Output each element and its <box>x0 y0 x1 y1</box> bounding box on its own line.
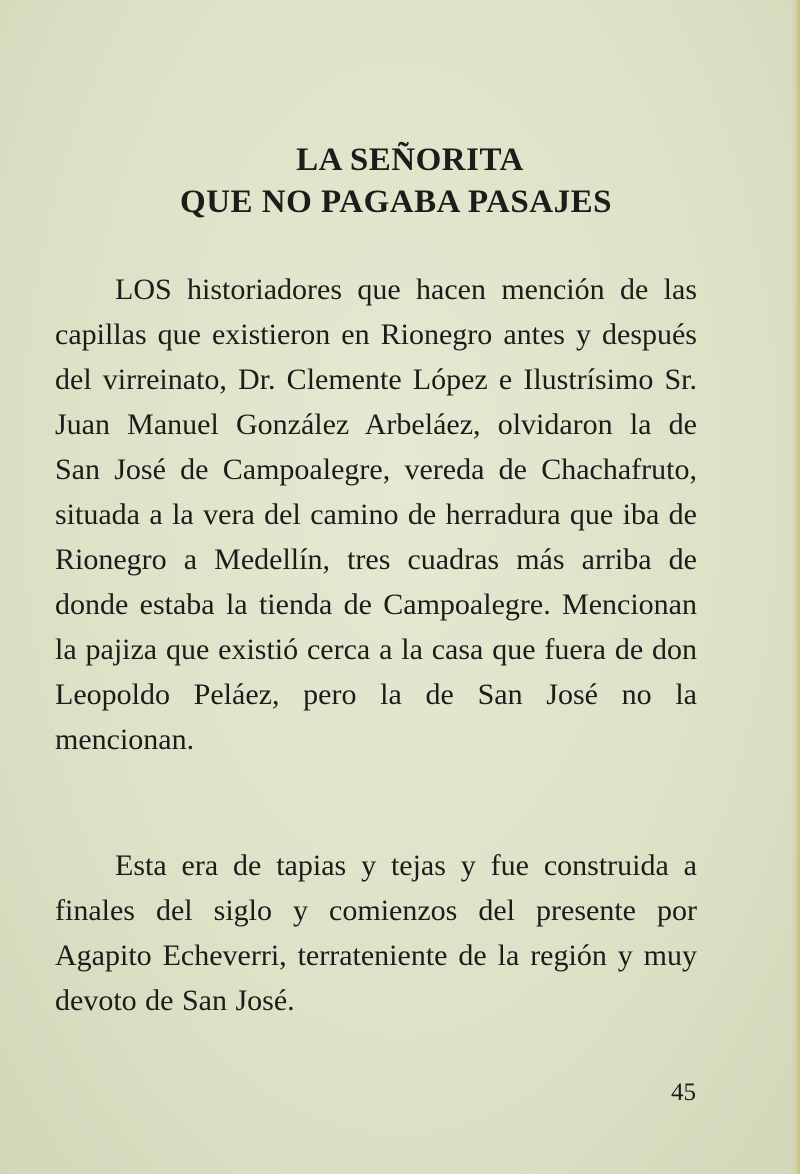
chapter-title-line-2: QUE NO PAGABA PASAJES <box>180 184 612 220</box>
paragraph-1: LOS historiadores que hacen mención de las capillas que existieron en Rionegro antes y después del virreinato, Dr. Clemente López e Ilustrísimo Sr. Juan Manuel González Arbeláez, olvidaron la de San José de Campoalegre, vereda de Chachafruto, situada a la vera del camino de herradura que iba de Rionegro a Medellín, tres cuadras más arriba de donde estaba la tienda de Campoalegre. Mencionan la pajiza que existió cerca a la casa que fuera de don Leopoldo Peláez, pero la de San José no la mencionan. <box>55 273 697 756</box>
chapter-title-line-1: LA SEÑORITA <box>296 142 524 178</box>
page-number: 45 <box>671 1079 696 1106</box>
paragraph-2: Esta era de tapias y tejas y fue construida a finales del siglo y comienzos del presente por Agapito Echeverri, terrateniente de la región y muy devoto de San José. <box>55 849 697 1017</box>
